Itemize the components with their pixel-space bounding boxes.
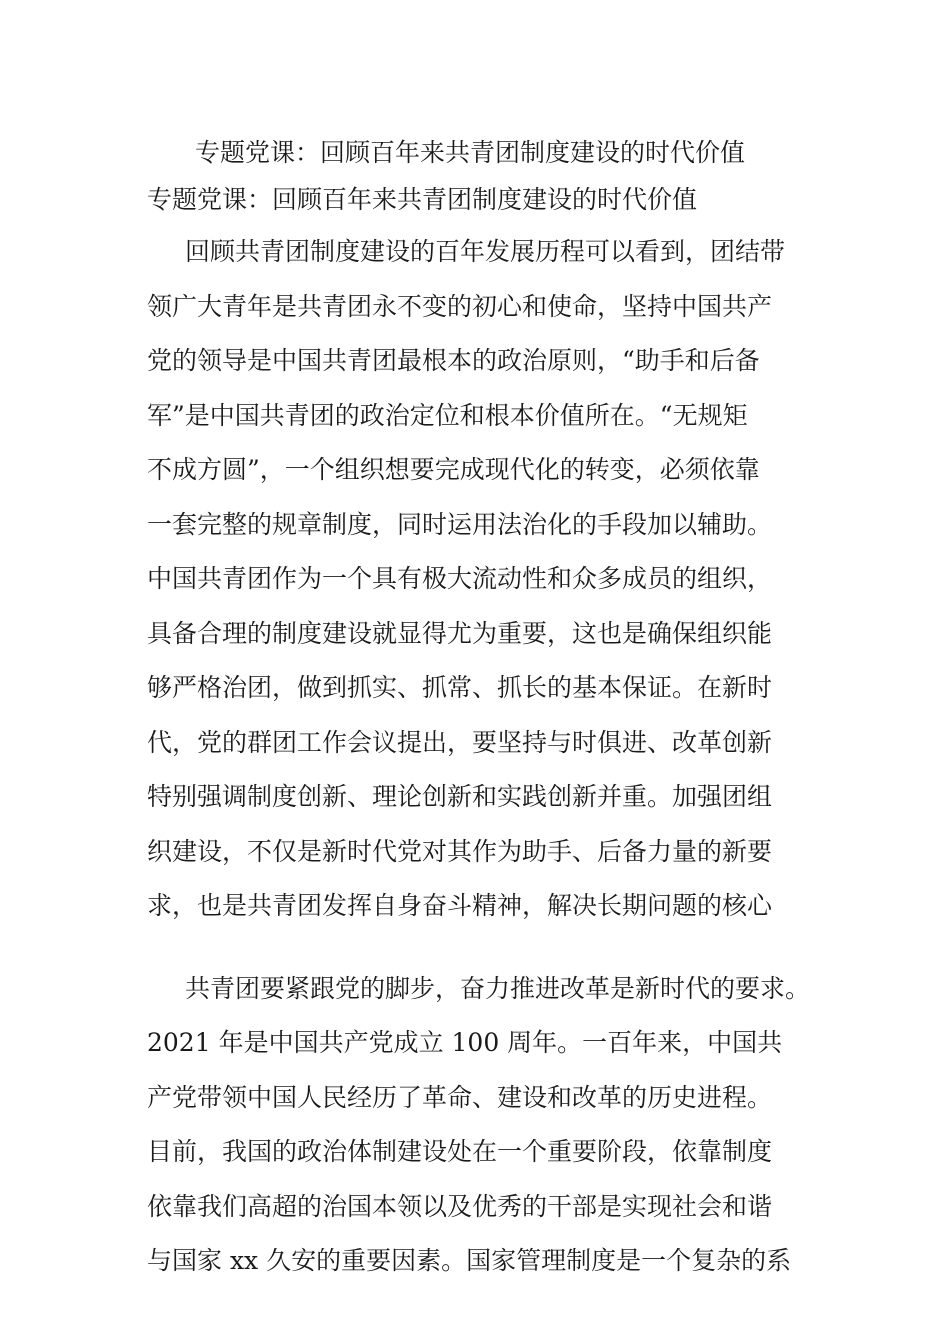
text-line: 共青团要紧跟党的脚步，奋力推进改革是新时代的要求。 xyxy=(185,973,811,1003)
text-line: 中国共青团作为一个具有极大流动性和众多成员的组织， xyxy=(147,564,773,593)
paragraph-spacer xyxy=(147,941,847,969)
text-line: 2021 年是中国共产党成立 100 周年。一百年来，中国共 xyxy=(147,1028,783,1057)
text-line: 代，党的群团工作会议提出，要坚持与时俱进、改革创新 xyxy=(147,727,773,757)
text-line: 回顾共青团制度建设的百年发展历程可以看到，团结带 xyxy=(185,237,786,266)
document-title: 专题党课：回顾百年来共青团制度建设的时代价值 xyxy=(195,138,746,167)
text-line: 目前，我国的政治体制建设处在一个重要阶段，依靠制度 xyxy=(147,1137,773,1166)
text-line: 领广大青年是共青团永不变的初心和使命，坚持中国共产 xyxy=(147,291,773,321)
text-line: 求，也是共青团发挥自身奋斗精神，解决长期问题的核心 xyxy=(147,891,773,920)
text-line: 与国家 xx 久安的重要因素。国家管理制度是一个复杂的系 xyxy=(147,1246,792,1275)
text-line: 够严格治团，做到抓实、抓常、抓长的基本保证。在新时 xyxy=(147,673,773,702)
text-line: 特别强调制度创新、理论创新和实践创新并重。加强团组 xyxy=(147,782,773,811)
text-line: 织建设，不仅是新时代党对其作为助手、后备力量的新要 xyxy=(147,836,773,866)
text-line: 一套完整的规章制度，同时运用法治化的手段加以辅助。 xyxy=(147,509,773,539)
text-line: 军”是中国共青团的政治定位和根本价值所在。“无规矩 xyxy=(147,400,748,430)
document-body xyxy=(147,232,847,1296)
text-line: 依靠我们高超的治国本领以及优秀的干部是实现社会和谐 xyxy=(147,1191,773,1221)
text-line: 党的领导是中国共青团最根本的政治原则，“助手和后备 xyxy=(147,346,760,375)
text-line: 产党带领中国人民经历了革命、建设和改革的历史进程。 xyxy=(147,1082,773,1112)
paragraph-2 xyxy=(147,969,847,1296)
text-line: 不成方圆”，一个组织想要完成现代化的转变，必须依靠 xyxy=(147,455,760,484)
document-subtitle: 专题党课：回顾百年来共青团制度建设的时代价值 xyxy=(147,185,698,214)
text-line: 具备合理的制度建设就显得尤为重要，这也是确保组织能 xyxy=(147,618,773,648)
paragraph-1 xyxy=(147,232,847,941)
